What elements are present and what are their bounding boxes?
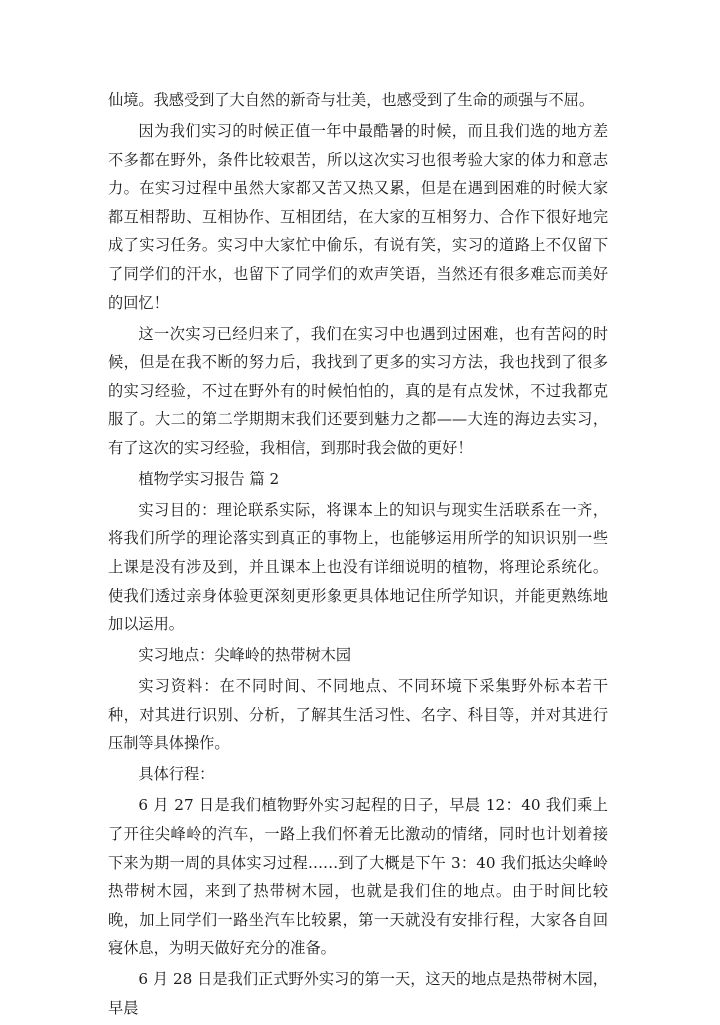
document-page bbox=[108, 86, 608, 1025]
paragraph-return: 这一次实习已经归来了，我们在实习中也遇到过困难，也有苦闷的时候，但是在我不断的努力后，我找到了更多的实习方法，我也找到了很多的实习经验，不过在野外有的时候怕怕的，真的是有点发怵，不过我都克服了。大二的第二学期期末我们还要到魅力之都——大连的海边去实习，有了这次的实习经验，我相信，到那时我会做的更好！ bbox=[108, 324, 608, 457]
paragraph-june-28: 6 月 28 日是我们正式野外实习的第一天，这天的地点是热带树木园，早晨 bbox=[108, 970, 608, 1017]
paragraph-purpose: 实习目的：理论联系实际，将课本上的知识与现实生活联系在一齐，将我们所学的理论落实到真正的事物上，也能够运用所学的知识识别一些上课是没有涉及到，并且课本上也没有详细说明的植物，将理论系统化。使我们透过亲身体验更深刻更形象更具体地记住所学知识，并能更熟练地加以运用。 bbox=[108, 500, 608, 634]
paragraph-location: 实习地点：尖峰岭的热带树木园 bbox=[138, 646, 352, 665]
paragraph-itinerary-heading: 具体行程： bbox=[138, 765, 215, 784]
paragraph-materials: 实习资料：在不同时间、不同地点、不同环境下采集野外标本若干种，对其进行识别、分析，了解其生活习性、名字、科目等，并对其进行压制等具体操作。 bbox=[108, 677, 608, 753]
paragraph-continuation: 仙境。我感受到了大自然的新奇与壮美，也感受到了生命的顽强与不屈。 bbox=[108, 91, 594, 109]
paragraph-hardship: 因为我们实习的时候正值一年中最酷暑的时候，而且我们选的地方差不多都在野外，条件比较艰苦，所以这次实习也很考验大家的体力和意志力。在实习过程中虽然大家都又苦又热又累，但是在遇到困难的时候大家都互相帮助、互相协作、互相团结，在大家的互相努力、合作下很好地完成了实习任务。实习中大家忙中偷乐，有说有笑，实习的道路上不仅留下了同学们的汗水，也留下了同学们的欢声笑语，当然还有很多难忘而美好的回忆！ bbox=[108, 121, 608, 312]
report-section-title: 植物学实习报告 篇 2 bbox=[138, 469, 280, 488]
paragraph-june-27: 6 月 27 日是我们植物野外实习起程的日子，早晨 12：40 我们乘上了开往尖峰岭的汽车，一路上我们怀着无比激动的情绪，同时也计划着接下来为期一周的具体实习过程……到了大概是下午 3：40 我们抵达尖峰岭热带树木园，来到了热带树木园，也就是我们住的地点。由于时间比较晚，加上同学们一路坐汽车比较累，第一天就没有安排行程，大家各自回寝休息，为明天做好充分的准备。 bbox=[108, 796, 608, 958]
